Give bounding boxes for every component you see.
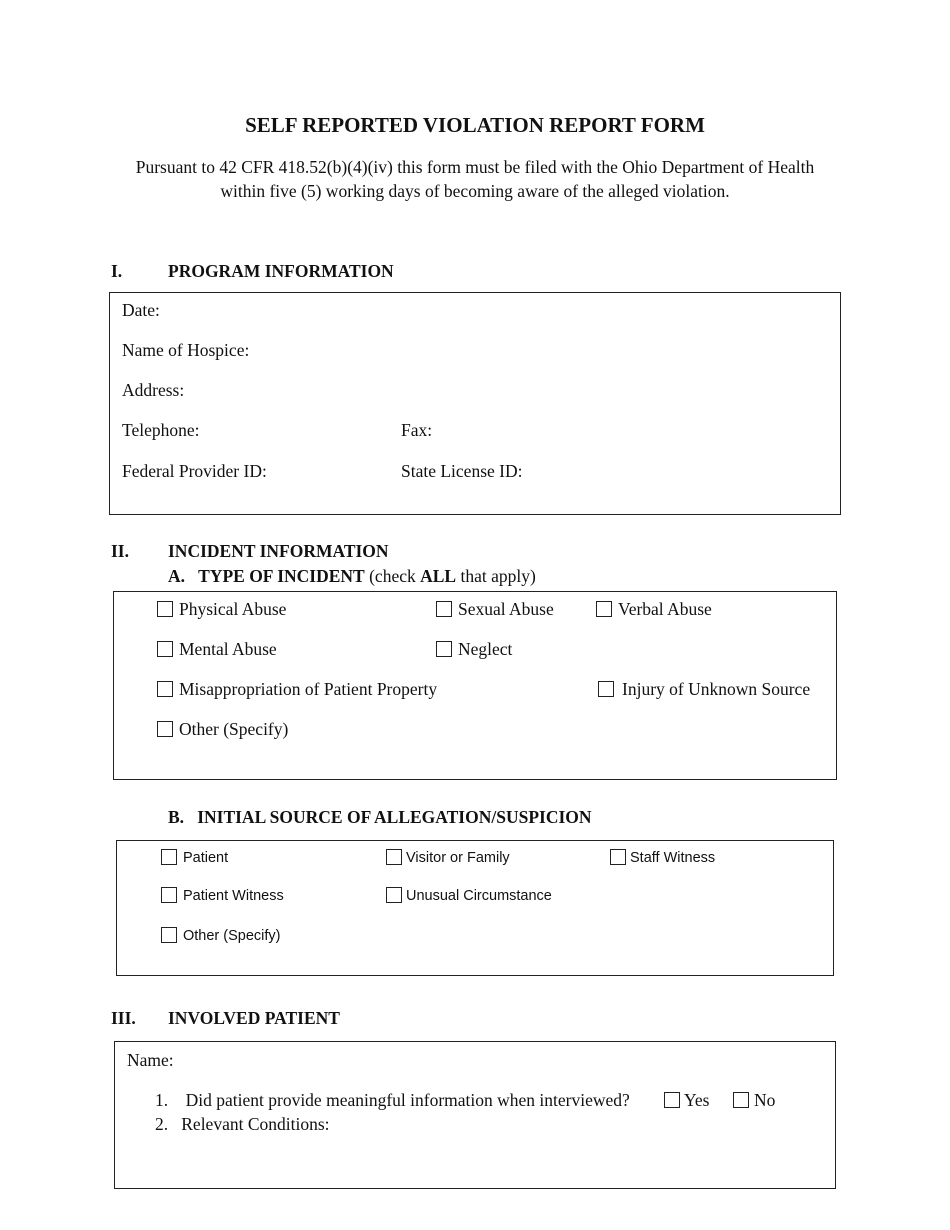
source-option-other[interactable]: Other (Specify)	[161, 927, 281, 944]
checkbox[interactable]	[157, 721, 173, 737]
section-2-number: II.	[111, 541, 129, 561]
question-1-text: Did patient provide meaningful information when interviewed?	[185, 1090, 630, 1110]
incident-option-physical-abuse[interactable]: Physical Abuse	[157, 599, 286, 620]
section-3-number: III.	[111, 1008, 136, 1028]
source-option-visitor-family[interactable]: Visitor or Family	[386, 849, 510, 866]
checkbox[interactable]	[436, 641, 452, 657]
hospice-name-field[interactable]: Name of Hospice:	[122, 340, 250, 360]
form-intro	[100, 155, 850, 203]
subsection-a-letter: A.	[168, 566, 186, 586]
incident-option-sexual-abuse[interactable]: Sexual Abuse	[436, 599, 554, 620]
question-2-number: 2.	[155, 1114, 169, 1134]
checkbox[interactable]	[161, 927, 177, 943]
intro-line-1: Pursuant to 42 CFR 418.52(b)(4)(iv) this form must be filed with the Ohio Department of Health	[135, 157, 815, 177]
checkbox[interactable]	[161, 887, 177, 903]
source-option-patient[interactable]: Patient	[161, 849, 228, 866]
incident-option-verbal-abuse[interactable]: Verbal Abuse	[596, 599, 712, 620]
section-1-number: I.	[111, 261, 123, 281]
checkbox[interactable]	[386, 887, 402, 903]
incident-option-neglect[interactable]: Neglect	[436, 639, 512, 660]
license-id-field[interactable]: State License ID:	[401, 461, 523, 481]
patient-name-field[interactable]: Name:	[127, 1050, 174, 1070]
checkbox[interactable]	[596, 601, 612, 617]
check-note-post: that apply)	[460, 566, 536, 586]
answer-yes[interactable]: Yes	[664, 1090, 709, 1111]
intro-line-2: within five (5) working days of becoming aware of the alleged violation.	[220, 181, 730, 201]
address-field[interactable]: Address:	[122, 380, 185, 400]
checkbox[interactable]	[664, 1092, 680, 1108]
checkbox[interactable]	[161, 849, 177, 865]
form-title: SELF REPORTED VIOLATION REPORT FORM	[245, 113, 705, 137]
checkbox[interactable]	[598, 681, 614, 697]
program-info-box	[109, 292, 841, 515]
source-option-unusual-circumstance[interactable]: Unusual Circumstance	[386, 887, 552, 904]
checkbox[interactable]	[436, 601, 452, 617]
checkbox[interactable]	[386, 849, 402, 865]
involved-patient-box	[114, 1041, 836, 1189]
checkbox[interactable]	[157, 601, 173, 617]
source-option-staff-witness[interactable]: Staff Witness	[610, 849, 715, 866]
check-note-pre: (check	[369, 566, 416, 586]
check-note-all: ALL	[420, 566, 457, 586]
date-field[interactable]: Date:	[122, 300, 160, 320]
section-3-heading: INVOLVED PATIENT	[168, 1008, 340, 1028]
checkbox[interactable]	[733, 1092, 749, 1108]
question-2-text[interactable]: Relevant Conditions:	[181, 1114, 330, 1134]
section-1-heading: PROGRAM INFORMATION	[168, 261, 394, 281]
checkbox[interactable]	[157, 641, 173, 657]
allegation-source-box	[116, 840, 834, 976]
question-2	[155, 1114, 330, 1135]
incident-type-box	[113, 591, 837, 780]
incident-option-mental-abuse[interactable]: Mental Abuse	[157, 639, 277, 660]
telephone-field[interactable]: Telephone:	[122, 420, 200, 440]
subsection-b-letter: B.	[168, 807, 185, 827]
type-of-incident-heading	[168, 566, 536, 587]
checkbox[interactable]	[610, 849, 626, 865]
incident-option-injury-unknown-source[interactable]: Injury of Unknown Source	[598, 679, 810, 700]
source-of-allegation-heading	[168, 807, 592, 828]
section-2-heading: INCIDENT INFORMATION	[168, 541, 389, 561]
subsection-a-title: TYPE OF INCIDENT	[198, 566, 365, 586]
question-1-number: 1.	[155, 1090, 169, 1110]
answer-no[interactable]: No	[733, 1090, 775, 1111]
incident-option-misappropriation[interactable]: Misappropriation of Patient Property	[157, 679, 437, 700]
subsection-b-title: INITIAL SOURCE OF ALLEGATION/SUSPICION	[197, 807, 592, 827]
question-1	[155, 1090, 630, 1111]
fax-field[interactable]: Fax:	[401, 420, 433, 440]
provider-id-field[interactable]: Federal Provider ID:	[122, 461, 267, 481]
incident-option-other[interactable]: Other (Specify)	[157, 719, 288, 740]
source-option-patient-witness[interactable]: Patient Witness	[161, 887, 284, 904]
checkbox[interactable]	[157, 681, 173, 697]
